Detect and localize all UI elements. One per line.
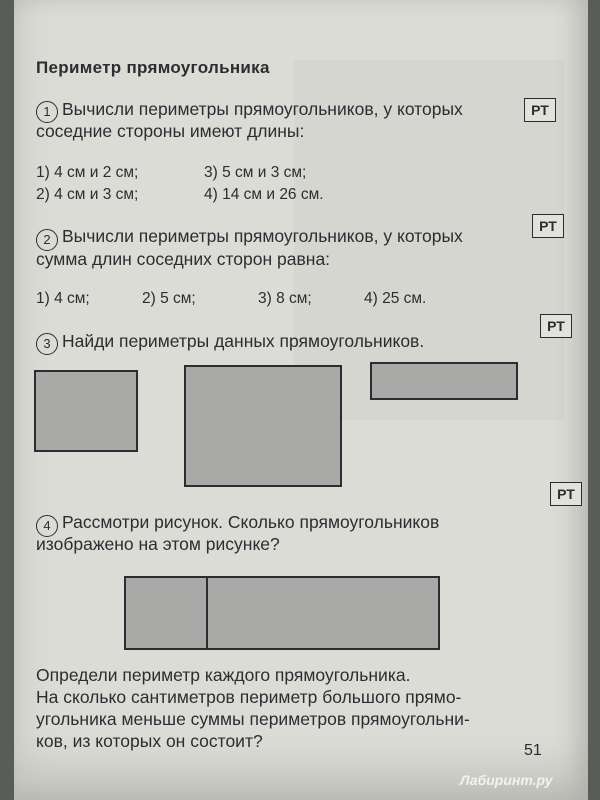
task2-text-line2: сумма длин соседних сторон равна:: [36, 249, 331, 269]
task1-number: 1: [36, 101, 58, 123]
rectangle-2: [184, 365, 342, 487]
split-divider: [206, 578, 208, 648]
task4-follow-line4: ков, из которых он состоит?: [36, 731, 263, 751]
task1-item-3: 3) 5 см и 3 см;: [204, 164, 307, 181]
workbook-page: [14, 0, 588, 800]
rt-badge-2: РТ: [532, 214, 564, 238]
watermark-logo: Лабиринт.ру: [460, 772, 553, 788]
task2-item-4: 4) 25 см.: [364, 290, 427, 307]
task2-item-2: 2) 5 см;: [142, 290, 196, 307]
page-number: 51: [524, 742, 542, 759]
task4-text-line2: изображено на этом рисунке?: [36, 534, 280, 554]
split-rectangle: [124, 576, 440, 650]
task2-text-line1: Вычисли периметры прямоугольников, у которых: [62, 226, 463, 246]
page-title: Периметр прямоугольника: [36, 58, 270, 77]
task4-follow-line1: Определи периметр каждого прямоугольника.: [36, 665, 411, 685]
task3-number: 3: [36, 333, 58, 355]
rt-badge-3: РТ: [540, 314, 572, 338]
task1-item-1: 1) 4 см и 2 см;: [36, 164, 139, 181]
rt-badge-4: РТ: [550, 482, 582, 506]
task1-text-line1: Вычисли периметры прямоугольников, у которых: [62, 99, 463, 119]
task2-item-1: 1) 4 см;: [36, 290, 90, 307]
task1-text-line2: соседние стороны имеют длины:: [36, 121, 305, 141]
task3-text-line1: Найди периметры данных прямоугольников.: [62, 331, 425, 351]
task2-number: 2: [36, 229, 58, 251]
task1-item-4: 4) 14 см и 26 см.: [204, 186, 324, 203]
task1-item-2: 2) 4 см и 3 см;: [36, 186, 139, 203]
task4-number: 4: [36, 515, 58, 537]
task4-text-line1: Рассмотри рисунок. Сколько прямоугольников: [62, 512, 440, 532]
task2-item-3: 3) 8 см;: [258, 290, 312, 307]
rectangle-3: [370, 362, 518, 400]
rectangle-1: [34, 370, 138, 452]
rt-badge-1: РТ: [524, 98, 556, 122]
task4-follow-line3: угольника меньше суммы периметров прямоугольни-: [36, 709, 470, 729]
task4-follow-line2: На сколько сантиметров периметр большого прямо-: [36, 687, 462, 707]
